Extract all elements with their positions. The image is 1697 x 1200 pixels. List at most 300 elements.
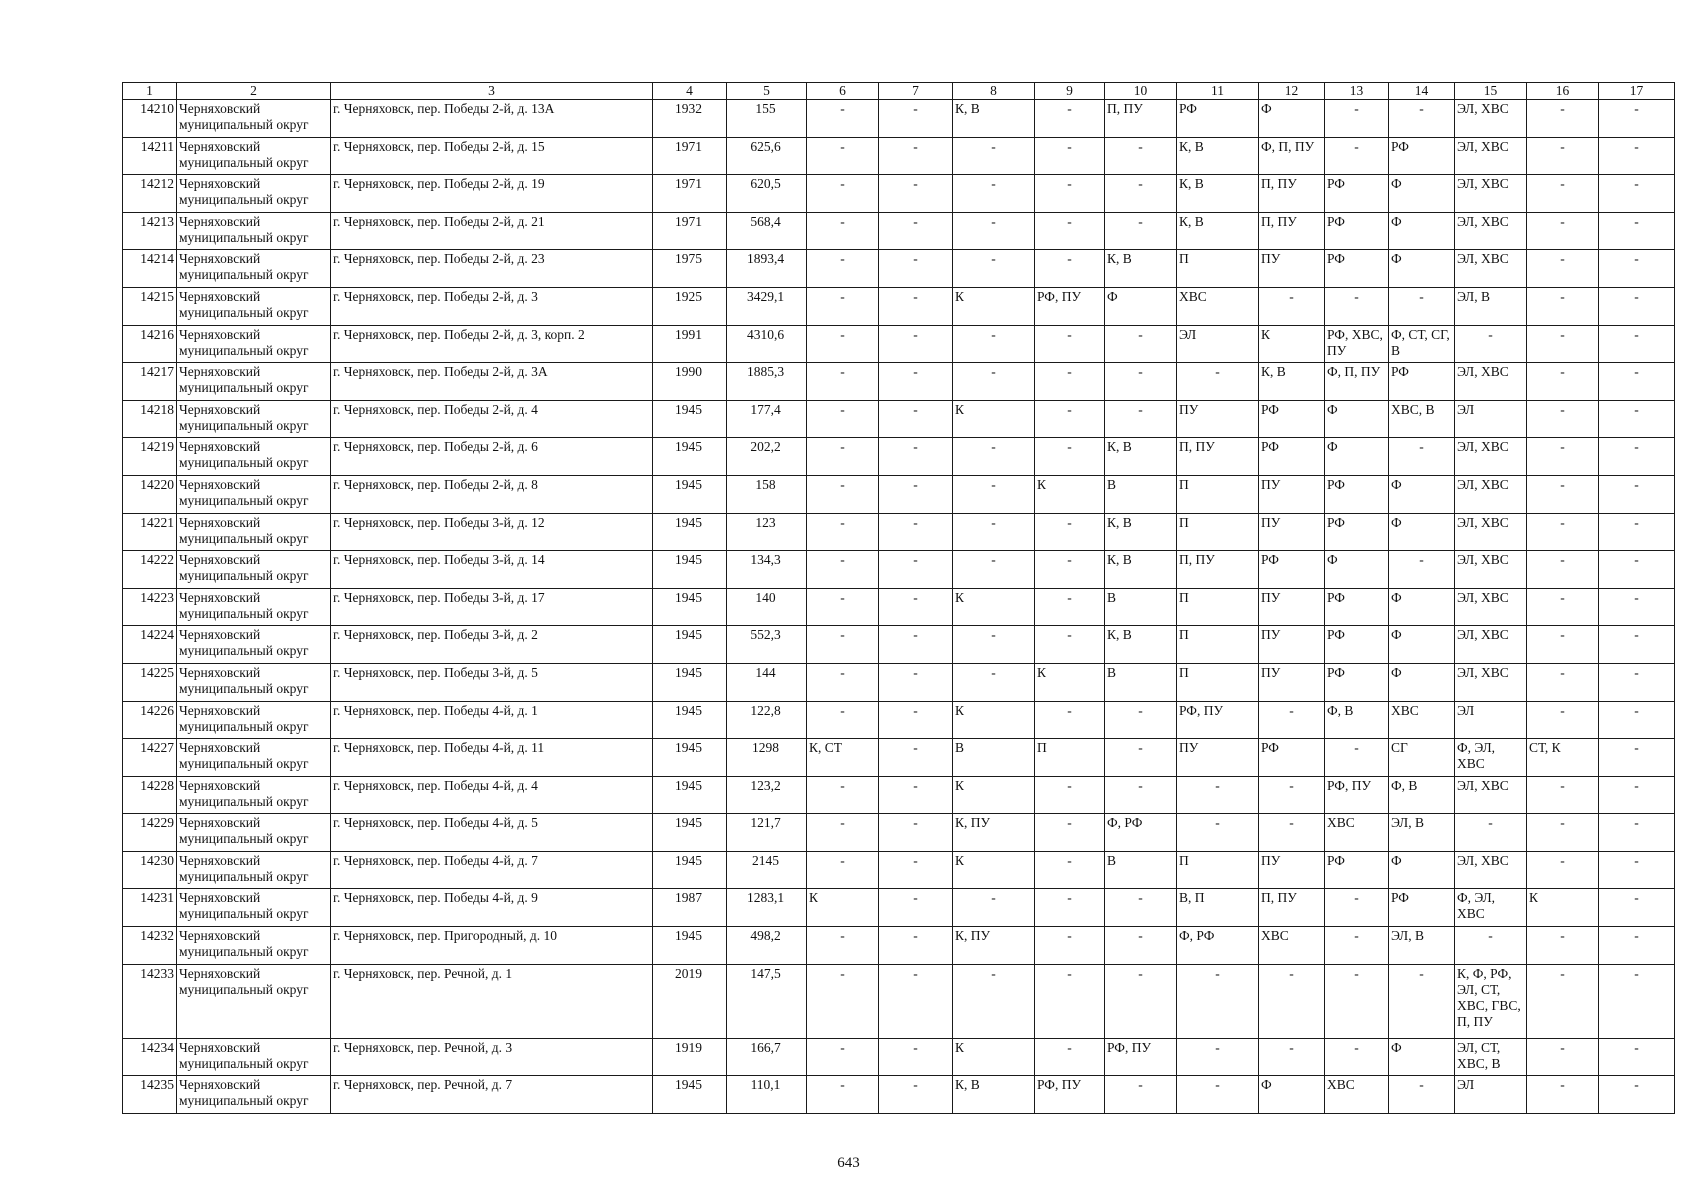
table-cell-col-2: Черняховский муниципальный округ (177, 701, 331, 739)
table-cell-col-12: ПУ (1259, 475, 1325, 513)
table-cell-col-17: - (1599, 776, 1675, 814)
table-cell-col-13: РФ (1325, 513, 1389, 551)
table-cell-col-15: ЭЛ (1455, 1076, 1527, 1114)
table-cell-col-2: Черняховский муниципальный округ (177, 513, 331, 551)
table-cell-col-11: П, ПУ (1177, 438, 1259, 476)
table-cell-col-11: - (1177, 1038, 1259, 1076)
table-cell-col-8: - (953, 551, 1035, 589)
table-cell-col-15: ЭЛ, ХВС (1455, 551, 1527, 589)
table-cell-col-16: - (1527, 100, 1599, 138)
table-row (123, 551, 1675, 589)
table-cell-col-6: - (807, 776, 879, 814)
table-cell-col-1: 14232 (123, 927, 177, 965)
table-cell-col-11: ЭЛ (1177, 325, 1259, 363)
table-cell-col-5: 158 (727, 475, 807, 513)
table-cell-col-15: ЭЛ, ХВС (1455, 626, 1527, 664)
table-cell-col-7: - (879, 814, 953, 852)
table-cell-col-12: ПУ (1259, 626, 1325, 664)
table-cell-col-16: - (1527, 927, 1599, 965)
table-cell-col-9: К (1035, 663, 1105, 701)
table-cell-col-8: - (953, 964, 1035, 1038)
table-cell-col-13: ХВС (1325, 1076, 1389, 1114)
table-cell-col-17: - (1599, 212, 1675, 250)
table-cell-col-2: Черняховский муниципальный округ (177, 626, 331, 664)
table-cell-col-15: ЭЛ, СТ, ХВС, В (1455, 1038, 1527, 1076)
column-header-7: 7 (879, 83, 953, 100)
table-cell-col-3: г. Черняховск, пер. Победы 4-й, д. 9 (331, 889, 653, 927)
table-cell-col-5: 144 (727, 663, 807, 701)
table-cell-col-4: 1945 (653, 475, 727, 513)
table-cell-col-2: Черняховский муниципальный округ (177, 250, 331, 288)
table-cell-col-1: 14227 (123, 739, 177, 777)
table-cell-col-9: - (1035, 626, 1105, 664)
table-cell-col-3: г. Черняховск, пер. Победы 3-й, д. 2 (331, 626, 653, 664)
table-cell-col-13: - (1325, 889, 1389, 927)
table-cell-col-12: - (1259, 1038, 1325, 1076)
table-cell-col-10: К, В (1105, 551, 1177, 589)
table-cell-col-12: - (1259, 701, 1325, 739)
table-cell-col-15: ЭЛ (1455, 701, 1527, 739)
table-cell-col-12: К (1259, 325, 1325, 363)
table-row (123, 814, 1675, 852)
table-cell-col-4: 1945 (653, 663, 727, 701)
table-cell-col-6: - (807, 475, 879, 513)
table-cell-col-16: - (1527, 475, 1599, 513)
table-cell-col-2: Черняховский муниципальный округ (177, 212, 331, 250)
table-cell-col-17: - (1599, 626, 1675, 664)
table-cell-col-9: - (1035, 776, 1105, 814)
table-cell-col-4: 1945 (653, 438, 727, 476)
table-cell-col-4: 1945 (653, 701, 727, 739)
table-cell-col-8: К (953, 287, 1035, 325)
table-cell-col-9: - (1035, 325, 1105, 363)
table-row (123, 400, 1675, 438)
table-row (123, 927, 1675, 965)
table-cell-col-14: ЭЛ, В (1389, 927, 1455, 965)
table-cell-col-14: РФ (1389, 889, 1455, 927)
table-cell-col-9: - (1035, 175, 1105, 213)
table-cell-col-6: - (807, 1038, 879, 1076)
table-cell-col-1: 14228 (123, 776, 177, 814)
table-cell-col-2: Черняховский муниципальный округ (177, 588, 331, 626)
table-cell-col-15: ЭЛ, ХВС (1455, 250, 1527, 288)
table-cell-col-6: - (807, 663, 879, 701)
table-cell-col-13: РФ, ХВС, ПУ (1325, 325, 1389, 363)
table-cell-col-7: - (879, 175, 953, 213)
table-cell-col-12: РФ (1259, 438, 1325, 476)
table-cell-col-17: - (1599, 814, 1675, 852)
table-cell-col-15: ЭЛ, ХВС (1455, 137, 1527, 175)
table-cell-col-8: - (953, 475, 1035, 513)
table-cell-col-11: К, В (1177, 137, 1259, 175)
table-row (123, 438, 1675, 476)
table-cell-col-10: - (1105, 363, 1177, 401)
table-cell-col-1: 14216 (123, 325, 177, 363)
table-cell-col-16: - (1527, 400, 1599, 438)
table-cell-col-1: 14234 (123, 1038, 177, 1076)
table-cell-col-12: ПУ (1259, 851, 1325, 889)
table-cell-col-17: - (1599, 588, 1675, 626)
table-cell-col-10: В (1105, 588, 1177, 626)
table-cell-col-10: К, В (1105, 250, 1177, 288)
table-cell-col-7: - (879, 1076, 953, 1114)
table-cell-col-5: 121,7 (727, 814, 807, 852)
table-cell-col-7: - (879, 776, 953, 814)
table-cell-col-13: Ф (1325, 438, 1389, 476)
table-cell-col-5: 166,7 (727, 1038, 807, 1076)
table-cell-col-5: 147,5 (727, 964, 807, 1038)
table-cell-col-13: РФ (1325, 475, 1389, 513)
table-cell-col-9: РФ, ПУ (1035, 287, 1105, 325)
table-cell-col-6: - (807, 551, 879, 589)
table-cell-col-17: - (1599, 513, 1675, 551)
table-cell-col-5: 498,2 (727, 927, 807, 965)
table-cell-col-17: - (1599, 551, 1675, 589)
table-cell-col-16: - (1527, 325, 1599, 363)
table-cell-col-10: К, В (1105, 438, 1177, 476)
table-cell-col-16: - (1527, 663, 1599, 701)
table-body (123, 100, 1675, 1114)
table-cell-col-13: РФ (1325, 626, 1389, 664)
table-cell-col-3: г. Черняховск, пер. Победы 4-й, д. 11 (331, 739, 653, 777)
table-cell-col-2: Черняховский муниципальный округ (177, 100, 331, 138)
table-cell-col-10: К, В (1105, 513, 1177, 551)
header-row (123, 83, 1675, 100)
table-cell-col-15: ЭЛ, ХВС (1455, 513, 1527, 551)
table-cell-col-6: - (807, 438, 879, 476)
table-cell-col-4: 1945 (653, 851, 727, 889)
table-cell-col-8: В (953, 739, 1035, 777)
table-cell-col-11: - (1177, 814, 1259, 852)
table-cell-col-11: П (1177, 851, 1259, 889)
table-cell-col-16: - (1527, 513, 1599, 551)
table-cell-col-13: РФ (1325, 851, 1389, 889)
table-cell-col-13: ХВС (1325, 814, 1389, 852)
table-cell-col-14: - (1389, 438, 1455, 476)
table-cell-col-7: - (879, 250, 953, 288)
table-cell-col-14: Ф (1389, 513, 1455, 551)
table-cell-col-14: Ф, СТ, СГ, В (1389, 325, 1455, 363)
table-cell-col-9: П (1035, 739, 1105, 777)
table-cell-col-8: - (953, 626, 1035, 664)
table-row (123, 964, 1675, 1038)
table-cell-col-8: - (953, 438, 1035, 476)
table-row (123, 137, 1675, 175)
table-cell-col-1: 14225 (123, 663, 177, 701)
table-cell-col-16: - (1527, 137, 1599, 175)
table-cell-col-15: Ф, ЭЛ, ХВС (1455, 739, 1527, 777)
table-cell-col-12: ХВС (1259, 927, 1325, 965)
table-cell-col-11: ПУ (1177, 400, 1259, 438)
table-cell-col-14: ХВС (1389, 701, 1455, 739)
table-cell-col-16: - (1527, 250, 1599, 288)
table-cell-col-2: Черняховский муниципальный округ (177, 363, 331, 401)
table-cell-col-12: П, ПУ (1259, 212, 1325, 250)
table-row (123, 851, 1675, 889)
table-cell-col-7: - (879, 663, 953, 701)
table-cell-col-7: - (879, 964, 953, 1038)
table-cell-col-8: - (953, 175, 1035, 213)
table-cell-col-11: ХВС (1177, 287, 1259, 325)
table-cell-col-14: Ф (1389, 626, 1455, 664)
table-cell-col-11: ПУ (1177, 739, 1259, 777)
table-cell-col-7: - (879, 137, 953, 175)
table-cell-col-1: 14217 (123, 363, 177, 401)
table-cell-col-3: г. Черняховск, пер. Победы 3-й, д. 17 (331, 588, 653, 626)
table-cell-col-6: - (807, 701, 879, 739)
table-cell-col-7: - (879, 551, 953, 589)
table-cell-col-5: 620,5 (727, 175, 807, 213)
table-cell-col-4: 1945 (653, 588, 727, 626)
table-cell-col-3: г. Черняховск, пер. Победы 2-й, д. 3 (331, 287, 653, 325)
table-cell-col-7: - (879, 212, 953, 250)
table-row (123, 287, 1675, 325)
table-cell-col-16: СТ, К (1527, 739, 1599, 777)
table-cell-col-13: Ф, П, ПУ (1325, 363, 1389, 401)
table-cell-col-5: 123,2 (727, 776, 807, 814)
table-cell-col-4: 1945 (653, 776, 727, 814)
table-cell-col-5: 4310,6 (727, 325, 807, 363)
column-header-10: 10 (1105, 83, 1177, 100)
column-header-12: 12 (1259, 83, 1325, 100)
table-cell-col-16: - (1527, 1076, 1599, 1114)
table-cell-col-9: - (1035, 551, 1105, 589)
table-cell-col-4: 1945 (653, 814, 727, 852)
table-cell-col-4: 1945 (653, 551, 727, 589)
table-cell-col-15: ЭЛ, В (1455, 287, 1527, 325)
table-cell-col-4: 1945 (653, 400, 727, 438)
table-cell-col-6: - (807, 513, 879, 551)
table-cell-col-11: - (1177, 363, 1259, 401)
table-cell-col-17: - (1599, 438, 1675, 476)
table-cell-col-4: 1991 (653, 325, 727, 363)
table-cell-col-8: - (953, 513, 1035, 551)
table-cell-col-9: - (1035, 814, 1105, 852)
table-cell-col-10: - (1105, 889, 1177, 927)
table-cell-col-11: К, В (1177, 212, 1259, 250)
table-cell-col-8: К (953, 588, 1035, 626)
table-cell-col-12: - (1259, 964, 1325, 1038)
table-cell-col-4: 2019 (653, 964, 727, 1038)
table-cell-col-6: - (807, 400, 879, 438)
table-cell-col-13: РФ (1325, 663, 1389, 701)
table-cell-col-16: - (1527, 1038, 1599, 1076)
table-cell-col-3: г. Черняховск, пер. Победы 2-й, д. 21 (331, 212, 653, 250)
table-cell-col-7: - (879, 588, 953, 626)
table-cell-col-2: Черняховский муниципальный округ (177, 889, 331, 927)
table-cell-col-13: РФ (1325, 175, 1389, 213)
table-row (123, 363, 1675, 401)
table-cell-col-9: - (1035, 438, 1105, 476)
table-cell-col-9: К (1035, 475, 1105, 513)
table-cell-col-16: - (1527, 814, 1599, 852)
table-cell-col-12: ПУ (1259, 588, 1325, 626)
table-cell-col-3: г. Черняховск, пер. Речной, д. 7 (331, 1076, 653, 1114)
table-cell-col-9: - (1035, 137, 1105, 175)
table-cell-col-9: - (1035, 964, 1105, 1038)
table-cell-col-14: Ф, В (1389, 776, 1455, 814)
table-cell-col-11: К, В (1177, 175, 1259, 213)
table-cell-col-2: Черняховский муниципальный округ (177, 964, 331, 1038)
table-cell-col-2: Черняховский муниципальный округ (177, 287, 331, 325)
table-cell-col-12: РФ (1259, 551, 1325, 589)
table-cell-col-1: 14221 (123, 513, 177, 551)
table-cell-col-4: 1975 (653, 250, 727, 288)
table-cell-col-2: Черняховский муниципальный округ (177, 927, 331, 965)
table-cell-col-13: - (1325, 287, 1389, 325)
table-cell-col-14: - (1389, 100, 1455, 138)
table-cell-col-8: - (953, 325, 1035, 363)
table-cell-col-3: г. Черняховск, пер. Победы 4-й, д. 7 (331, 851, 653, 889)
table-cell-col-3: г. Черняховск, пер. Победы 2-й, д. 6 (331, 438, 653, 476)
table-cell-col-6: - (807, 1076, 879, 1114)
table-cell-col-15: - (1455, 325, 1527, 363)
table-cell-col-13: - (1325, 137, 1389, 175)
table-cell-col-17: - (1599, 475, 1675, 513)
table-row (123, 212, 1675, 250)
table-row (123, 663, 1675, 701)
table-cell-col-10: - (1105, 964, 1177, 1038)
table-cell-col-8: - (953, 250, 1035, 288)
table-cell-col-2: Черняховский муниципальный округ (177, 175, 331, 213)
table-cell-col-7: - (879, 100, 953, 138)
table-cell-col-16: - (1527, 701, 1599, 739)
table-cell-col-2: Черняховский муниципальный округ (177, 1076, 331, 1114)
table-cell-col-3: г. Черняховск, пер. Победы 3-й, д. 12 (331, 513, 653, 551)
table-cell-col-14: - (1389, 964, 1455, 1038)
table-cell-col-4: 1925 (653, 287, 727, 325)
table-cell-col-3: г. Черняховск, пер. Победы 2-й, д. 4 (331, 400, 653, 438)
table-cell-col-3: г. Черняховск, пер. Победы 3-й, д. 5 (331, 663, 653, 701)
table-cell-col-15: ЭЛ, ХВС (1455, 588, 1527, 626)
table-cell-col-14: Ф (1389, 851, 1455, 889)
table-cell-col-8: К, В (953, 100, 1035, 138)
table-cell-col-6: - (807, 851, 879, 889)
table-cell-col-13: РФ, ПУ (1325, 776, 1389, 814)
table-cell-col-17: - (1599, 1076, 1675, 1114)
table-cell-col-3: г. Черняховск, пер. Победы 2-й, д. 13А (331, 100, 653, 138)
table-cell-col-1: 14211 (123, 137, 177, 175)
table-cell-col-13: РФ (1325, 250, 1389, 288)
table-cell-col-8: К (953, 1038, 1035, 1076)
table-cell-col-3: г. Черняховск, пер. Речной, д. 3 (331, 1038, 653, 1076)
table-row (123, 1038, 1675, 1076)
table-cell-col-11: РФ (1177, 100, 1259, 138)
table-cell-col-8: - (953, 363, 1035, 401)
table-cell-col-15: ЭЛ, ХВС (1455, 475, 1527, 513)
table-cell-col-11: Ф, РФ (1177, 927, 1259, 965)
column-header-17: 17 (1599, 83, 1675, 100)
table-cell-col-10: - (1105, 776, 1177, 814)
table-cell-col-1: 14235 (123, 1076, 177, 1114)
table-cell-col-10: - (1105, 701, 1177, 739)
table-cell-col-7: - (879, 363, 953, 401)
table-cell-col-3: г. Черняховск, пер. Победы 4-й, д. 1 (331, 701, 653, 739)
table-cell-col-3: г. Черняховск, пер. Победы 2-й, д. 8 (331, 475, 653, 513)
table-cell-col-7: - (879, 739, 953, 777)
table-row (123, 1076, 1675, 1114)
table-cell-col-17: - (1599, 889, 1675, 927)
table-cell-col-6: - (807, 964, 879, 1038)
table-cell-col-3: г. Черняховск, пер. Победы 3-й, д. 14 (331, 551, 653, 589)
table-cell-col-4: 1971 (653, 137, 727, 175)
table-row (123, 513, 1675, 551)
table-cell-col-6: - (807, 287, 879, 325)
table-cell-col-17: - (1599, 250, 1675, 288)
column-header-2: 2 (177, 83, 331, 100)
table-cell-col-9: - (1035, 927, 1105, 965)
table-cell-col-15: ЭЛ, ХВС (1455, 663, 1527, 701)
table-cell-col-6: - (807, 927, 879, 965)
table-cell-col-6: - (807, 588, 879, 626)
table-cell-col-15: К, Ф, РФ, ЭЛ, СТ, ХВС, ГВС, П, ПУ (1455, 964, 1527, 1038)
table-cell-col-8: К (953, 400, 1035, 438)
column-header-4: 4 (653, 83, 727, 100)
table-cell-col-5: 1893,4 (727, 250, 807, 288)
column-header-3: 3 (331, 83, 653, 100)
table-cell-col-12: - (1259, 814, 1325, 852)
table-cell-col-14: Ф (1389, 475, 1455, 513)
table-cell-col-13: - (1325, 1038, 1389, 1076)
table-cell-col-8: К, ПУ (953, 814, 1035, 852)
table-cell-col-17: - (1599, 851, 1675, 889)
table-cell-col-9: - (1035, 1038, 1105, 1076)
table-cell-col-15: ЭЛ, ХВС (1455, 212, 1527, 250)
table-cell-col-5: 1283,1 (727, 889, 807, 927)
table-cell-col-2: Черняховский муниципальный округ (177, 776, 331, 814)
table-cell-col-6: К (807, 889, 879, 927)
table-cell-col-4: 1945 (653, 626, 727, 664)
table-cell-col-11: - (1177, 776, 1259, 814)
table-cell-col-5: 123 (727, 513, 807, 551)
table-cell-col-2: Черняховский муниципальный округ (177, 475, 331, 513)
table-cell-col-11: - (1177, 964, 1259, 1038)
table-cell-col-11: П, ПУ (1177, 551, 1259, 589)
table-cell-col-1: 14220 (123, 475, 177, 513)
table-cell-col-2: Черняховский муниципальный округ (177, 325, 331, 363)
table-cell-col-1: 14223 (123, 588, 177, 626)
table-cell-col-12: ПУ (1259, 663, 1325, 701)
table-cell-col-14: - (1389, 287, 1455, 325)
table-cell-col-10: Ф, РФ (1105, 814, 1177, 852)
table-cell-col-16: К (1527, 889, 1599, 927)
table-cell-col-8: К, В (953, 1076, 1035, 1114)
table-cell-col-12: - (1259, 776, 1325, 814)
table-cell-col-12: Ф (1259, 100, 1325, 138)
table-cell-col-5: 2145 (727, 851, 807, 889)
table-cell-col-5: 568,4 (727, 212, 807, 250)
table-cell-col-5: 1298 (727, 739, 807, 777)
table-cell-col-12: Ф, П, ПУ (1259, 137, 1325, 175)
column-header-5: 5 (727, 83, 807, 100)
column-header-13: 13 (1325, 83, 1389, 100)
table-cell-col-7: - (879, 325, 953, 363)
table-cell-col-14: Ф (1389, 175, 1455, 213)
table-cell-col-7: - (879, 513, 953, 551)
table-cell-col-11: - (1177, 1076, 1259, 1114)
table-header (123, 83, 1675, 100)
table-cell-col-9: - (1035, 363, 1105, 401)
table-cell-col-5: 122,8 (727, 701, 807, 739)
table-cell-col-17: - (1599, 175, 1675, 213)
table-cell-col-2: Черняховский муниципальный округ (177, 137, 331, 175)
table-cell-col-1: 14231 (123, 889, 177, 927)
table-cell-col-7: - (879, 475, 953, 513)
table-cell-col-17: - (1599, 100, 1675, 138)
table-cell-col-12: ПУ (1259, 513, 1325, 551)
table-cell-col-6: - (807, 626, 879, 664)
table-cell-col-4: 1990 (653, 363, 727, 401)
